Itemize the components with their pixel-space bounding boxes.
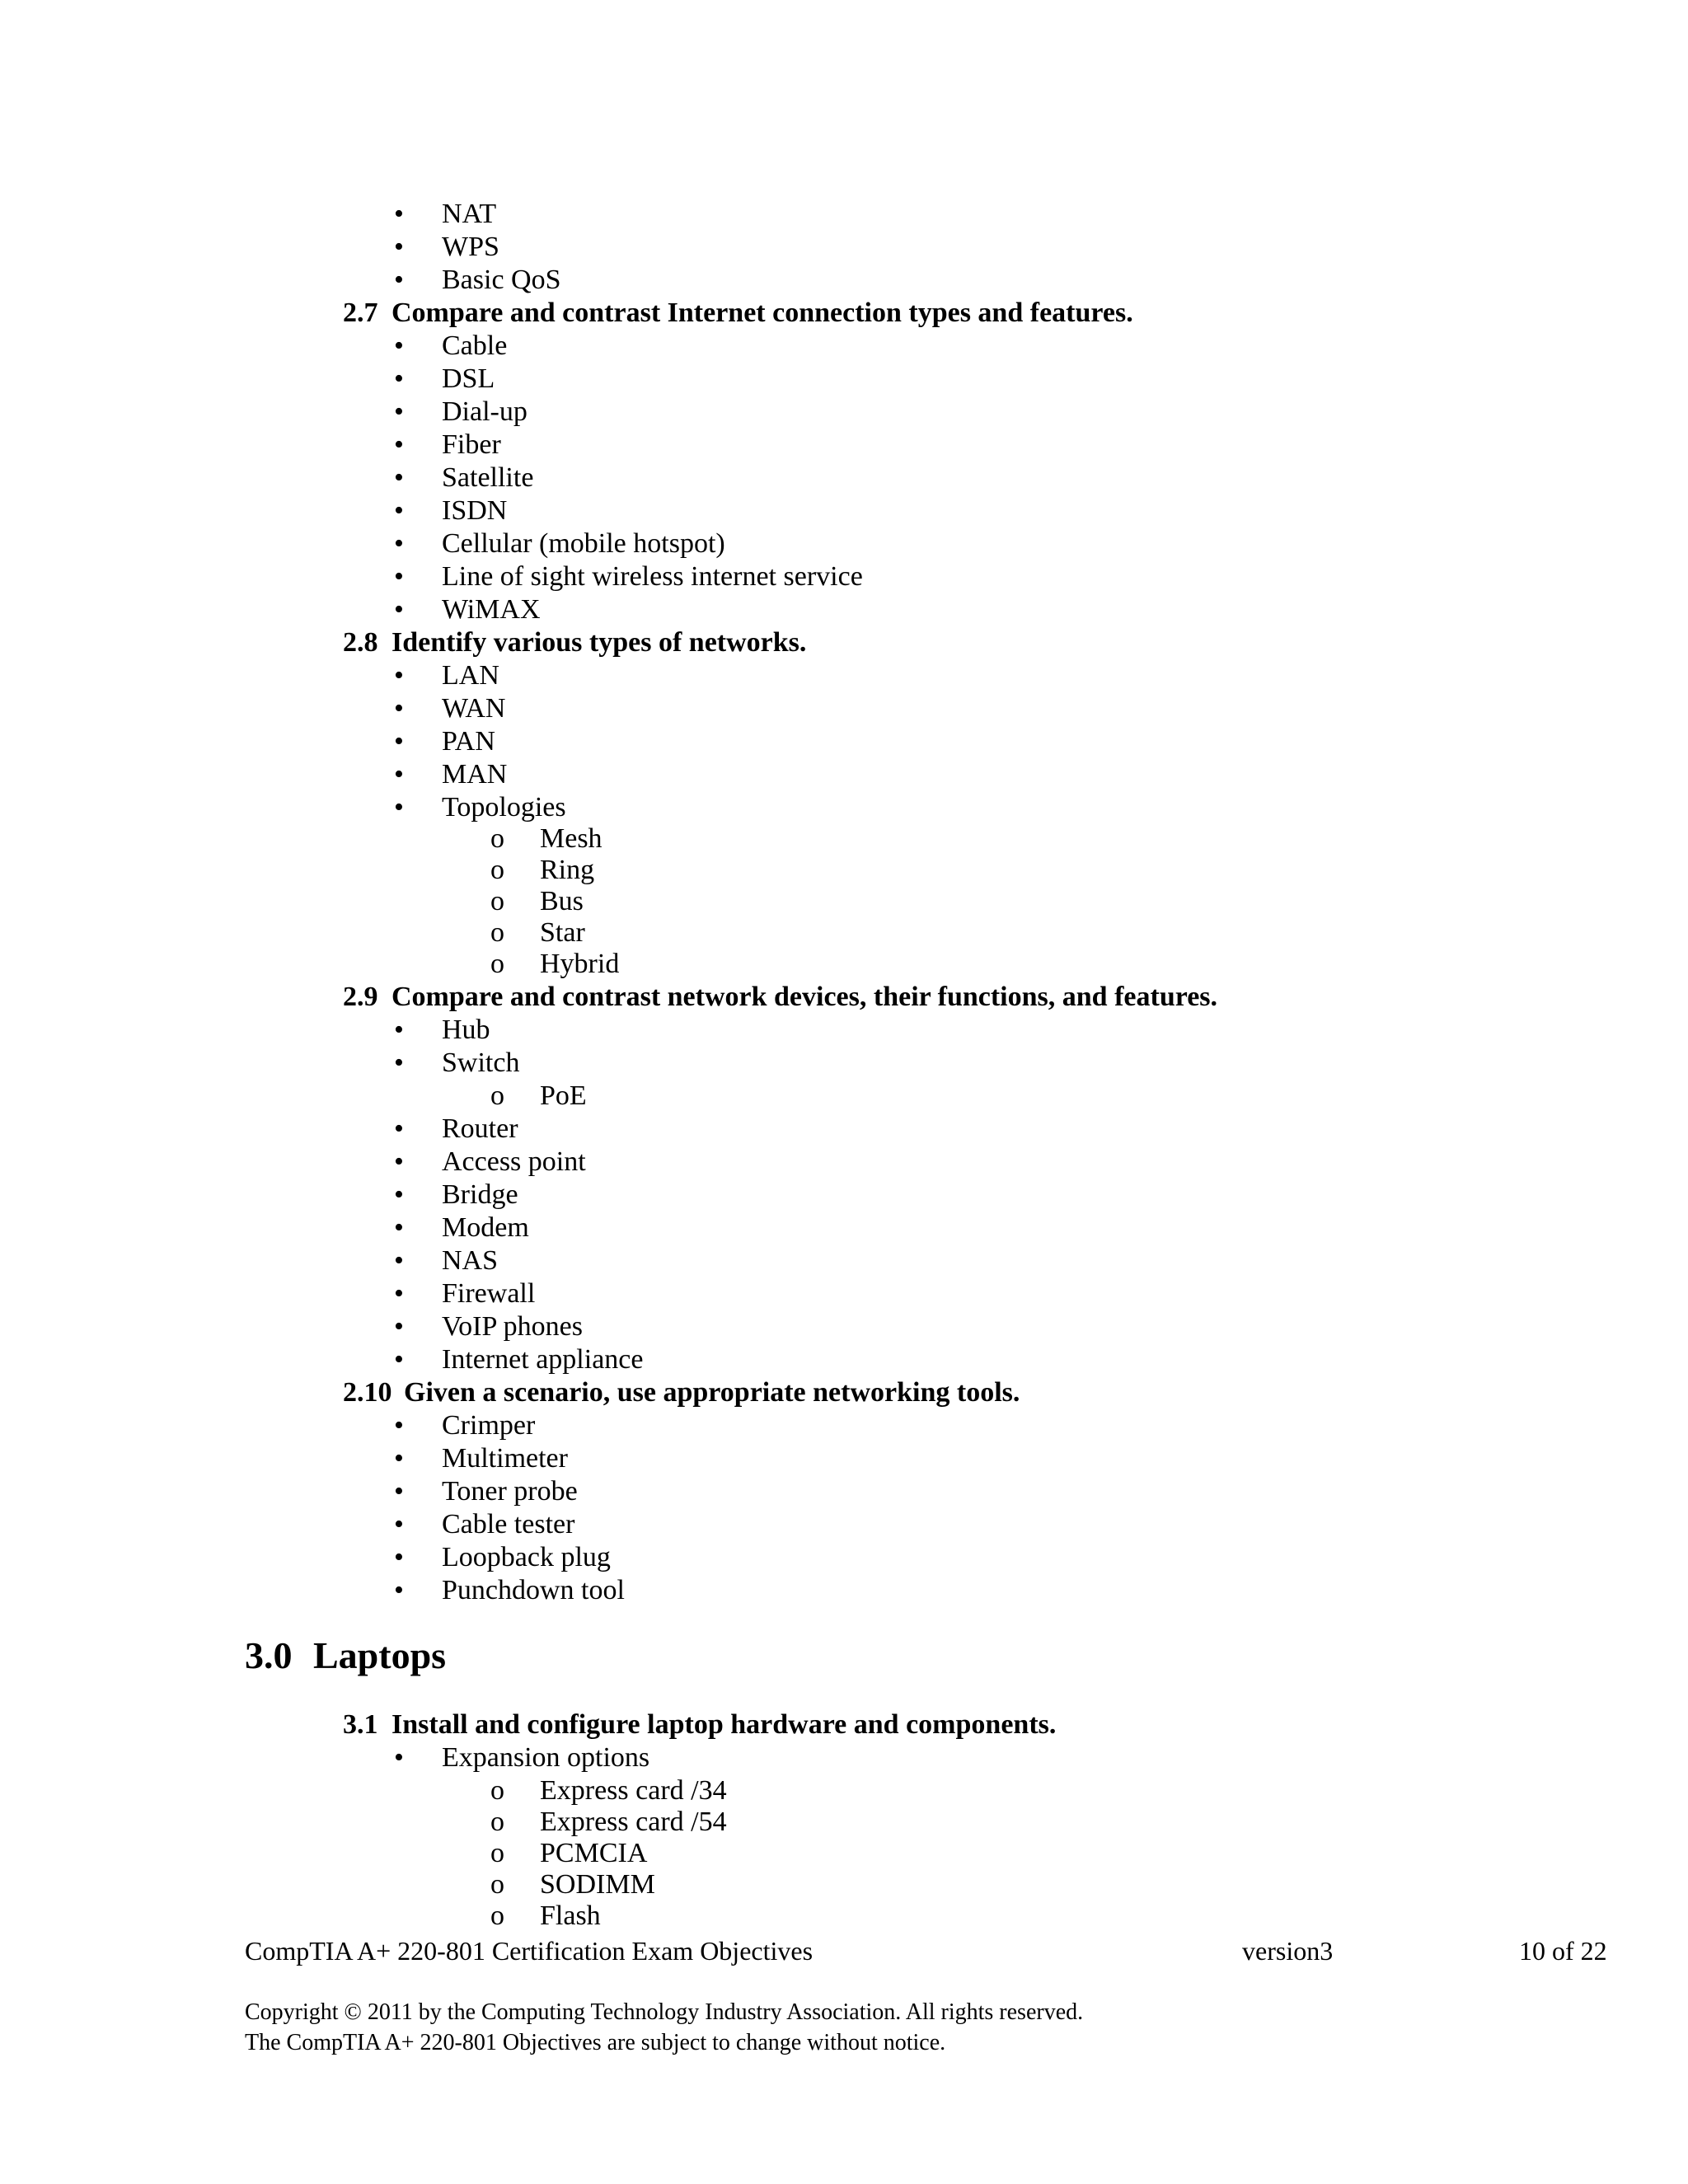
- bullet-icon: •: [394, 1509, 404, 1540]
- list-item-text: Loopback plug: [442, 1542, 611, 1572]
- list-item-text: LAN: [442, 660, 499, 691]
- list-item-text: PoE: [540, 1080, 587, 1111]
- list-item-text: Firewall: [442, 1278, 536, 1309]
- bullet-icon: •: [394, 1542, 404, 1572]
- list-item-text: Cable tester: [442, 1509, 575, 1540]
- list-item-text: Topologies: [442, 792, 566, 823]
- sub-bullet-icon: o: [490, 917, 504, 948]
- sub-bullet-icon: o: [490, 1775, 504, 1806]
- footer-page-number: 10 of 22: [1519, 1936, 1607, 1966]
- sub-bullet-icon: o: [490, 886, 504, 916]
- bullet-icon: •: [394, 594, 404, 625]
- list-item-text: MAN: [442, 759, 508, 790]
- list-item-text: Switch: [442, 1047, 520, 1078]
- footer-doc-title: CompTIA A+ 220-801 Certification Exam Objectives: [245, 1936, 814, 1966]
- bullet-icon: •: [394, 528, 404, 559]
- bullet-icon: •: [394, 660, 404, 691]
- list-item-text: NAT: [442, 199, 497, 229]
- heading-text: Compare and contrast Internet connection types and features.: [392, 298, 1133, 328]
- list-item-text: Cable: [442, 330, 508, 361]
- bullet-icon: •: [394, 1015, 404, 1045]
- heading-number: 3.1: [343, 1709, 378, 1740]
- heading-text: Given a scenario, use appropriate networking tools.: [404, 1377, 1020, 1408]
- sub-bullet-icon: o: [490, 1900, 504, 1931]
- sub-bullet-icon: o: [490, 855, 504, 885]
- bullet-icon: •: [394, 330, 404, 361]
- list-item-text: Express card /34: [540, 1775, 727, 1806]
- list-item-text: Line of sight wireless internet service: [442, 561, 863, 592]
- bullet-icon: •: [394, 396, 404, 427]
- list-item-text: Access point: [442, 1146, 586, 1177]
- footer-notice: The CompTIA A+ 220-801 Objectives are subject to change without notice.: [245, 2030, 946, 2055]
- sub-bullet-icon: o: [490, 1080, 504, 1111]
- sub-bullet-icon: o: [490, 823, 504, 854]
- bullet-icon: •: [394, 1047, 404, 1078]
- bullet-icon: •: [394, 1476, 404, 1507]
- list-item-text: WiMAX: [442, 594, 541, 625]
- list-item-text: Express card /54: [540, 1807, 727, 1837]
- list-item-text: PAN: [442, 726, 495, 757]
- heading-number: 2.7: [343, 298, 378, 328]
- list-item-text: Hybrid: [540, 949, 620, 979]
- heading-text: Laptops: [313, 1634, 447, 1676]
- list-item-text: Star: [540, 917, 585, 948]
- bullet-icon: •: [394, 232, 404, 262]
- list-item-text: ISDN: [442, 495, 508, 526]
- list-item-text: NAS: [442, 1245, 499, 1276]
- list-item-text: Dial-up: [442, 396, 528, 427]
- list-item-text: Bus: [540, 886, 584, 916]
- heading-text: Identify various types of networks.: [392, 627, 807, 658]
- bullet-icon: •: [394, 1742, 404, 1773]
- list-item-text: VoIP phones: [442, 1311, 583, 1342]
- list-item-text: Satellite: [442, 462, 534, 493]
- bullet-icon: •: [394, 1146, 404, 1177]
- bullet-icon: •: [394, 462, 404, 493]
- list-item-text: Ring: [540, 855, 595, 885]
- list-item-text: Router: [442, 1113, 518, 1144]
- list-item-text: Internet appliance: [442, 1344, 644, 1375]
- heading-number: 3.0: [245, 1634, 293, 1676]
- list-item-text: PCMCIA: [540, 1838, 648, 1868]
- list-item-text: Hub: [442, 1015, 490, 1045]
- list-item-text: Bridge: [442, 1179, 518, 1210]
- bullet-icon: •: [394, 1113, 404, 1144]
- list-item-text: Expansion options: [442, 1742, 650, 1773]
- bullet-icon: •: [394, 1245, 404, 1276]
- list-item-text: Toner probe: [442, 1476, 578, 1507]
- list-item-text: SODIMM: [540, 1869, 655, 1900]
- heading-number: 2.8: [343, 627, 378, 658]
- bullet-icon: •: [394, 1311, 404, 1342]
- bullet-icon: •: [394, 1344, 404, 1375]
- list-item-text: Basic QoS: [442, 265, 561, 295]
- bullet-icon: •: [394, 1212, 404, 1243]
- bullet-icon: •: [394, 199, 404, 229]
- heading-text: Compare and contrast network devices, their functions, and features.: [392, 982, 1218, 1012]
- bullet-icon: •: [394, 363, 404, 394]
- heading-number: 2.10: [343, 1377, 392, 1408]
- bullet-icon: •: [394, 726, 404, 757]
- sub-bullet-icon: o: [490, 1807, 504, 1837]
- bullet-icon: •: [394, 693, 404, 724]
- bullet-icon: •: [394, 792, 404, 823]
- list-item-text: WAN: [442, 693, 506, 724]
- bullet-icon: •: [394, 429, 404, 460]
- bullet-icon: •: [394, 1278, 404, 1309]
- list-item-text: Mesh: [540, 823, 603, 854]
- bullet-icon: •: [394, 495, 404, 526]
- heading-number: 2.9: [343, 982, 378, 1012]
- bullet-icon: •: [394, 1179, 404, 1210]
- list-item-text: Punchdown tool: [442, 1575, 625, 1605]
- bullet-icon: •: [394, 759, 404, 790]
- list-item-text: WPS: [442, 232, 499, 262]
- bullet-icon: •: [394, 561, 404, 592]
- bullet-icon: •: [394, 1443, 404, 1474]
- list-item-text: Flash: [540, 1900, 601, 1931]
- bullet-icon: •: [394, 265, 404, 295]
- sub-bullet-icon: o: [490, 1838, 504, 1868]
- bullet-icon: •: [394, 1575, 404, 1605]
- list-item-text: DSL: [442, 363, 495, 394]
- footer-copyright: Copyright © 2011 by the Computing Technology Industry Association. All rights reserved.: [245, 1999, 1084, 2025]
- list-item-text: Cellular (mobile hotspot): [442, 528, 725, 559]
- list-item-text: Multimeter: [442, 1443, 568, 1474]
- list-item-text: Modem: [442, 1212, 529, 1243]
- heading-text: Install and configure laptop hardware and components.: [392, 1709, 1057, 1740]
- list-item-text: Fiber: [442, 429, 501, 460]
- sub-bullet-icon: o: [490, 1869, 504, 1900]
- footer-version: version3: [1242, 1936, 1334, 1966]
- sub-bullet-icon: o: [490, 949, 504, 979]
- list-item-text: Crimper: [442, 1410, 536, 1441]
- bullet-icon: •: [394, 1410, 404, 1441]
